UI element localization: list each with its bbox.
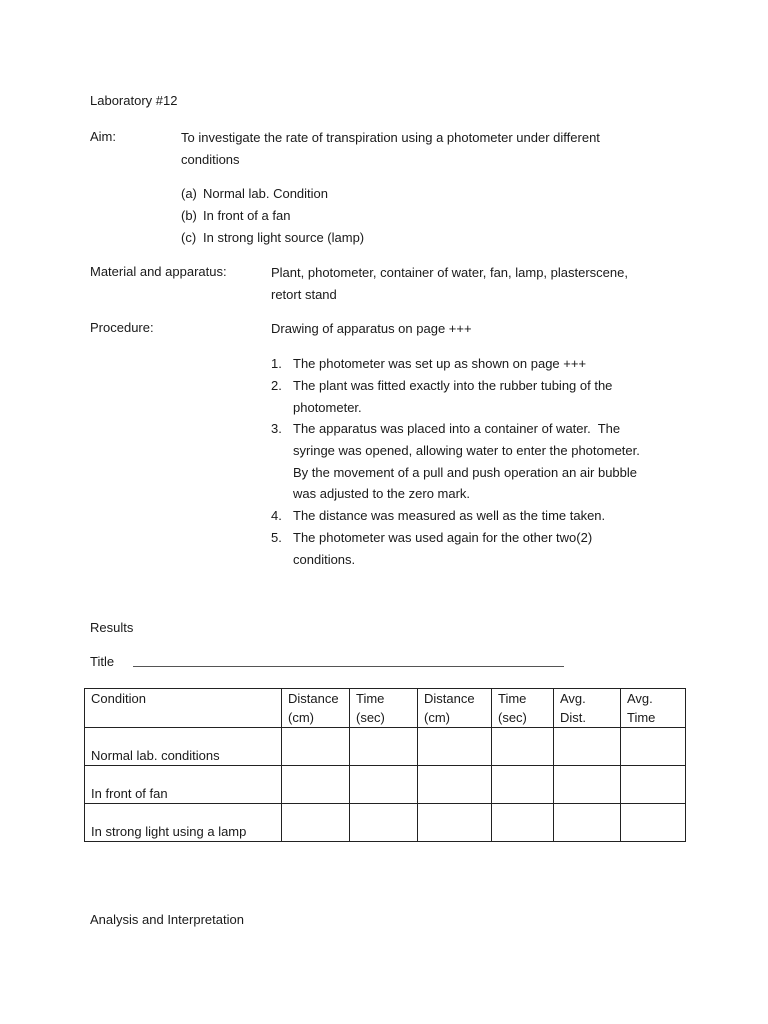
- condition-cell: Normal lab. conditions: [85, 728, 282, 766]
- step-number: 3.: [271, 421, 282, 436]
- header-text: Distance: [288, 691, 339, 706]
- table-header-row: [85, 689, 686, 728]
- step-text: was adjusted to the zero mark.: [293, 486, 471, 501]
- procedure-step-3: [271, 418, 620, 440]
- data-cell[interactable]: [418, 804, 492, 842]
- step-number: 1.: [271, 356, 282, 371]
- analysis-heading: Analysis and Interpretation: [90, 912, 244, 927]
- data-cell[interactable]: [554, 766, 621, 804]
- aim-option-marker: (b): [181, 208, 197, 223]
- aim-text-line-1: To investigate the rate of transpiration using a photometer under different: [181, 130, 600, 145]
- step-text: photometer.: [293, 400, 362, 415]
- data-cell[interactable]: [282, 766, 350, 804]
- data-cell[interactable]: [418, 728, 492, 766]
- title-blank-line: [133, 666, 564, 667]
- data-cell[interactable]: [621, 766, 686, 804]
- data-cell[interactable]: [350, 804, 418, 842]
- aim-option-text: Normal lab. Condition: [203, 186, 329, 201]
- header-cell: [282, 689, 350, 728]
- procedure-label: Procedure:: [90, 320, 154, 335]
- header-text: Distance: [424, 691, 475, 706]
- step-text: The photometer was set up as shown on page +++: [293, 356, 587, 371]
- data-cell[interactable]: [492, 728, 554, 766]
- data-cell[interactable]: [350, 728, 418, 766]
- header-text: Avg.: [627, 691, 653, 706]
- procedure-intro: Drawing of apparatus on page +++: [271, 321, 472, 336]
- materials-line-1: Plant, photometer, container of water, fan, lamp, plasterscene,: [271, 265, 628, 280]
- header-text: Time: [498, 691, 527, 706]
- data-cell[interactable]: [418, 766, 492, 804]
- step-number: 2.: [271, 378, 282, 393]
- header-text: (cm): [288, 710, 314, 725]
- materials-label: Material and apparatus:: [90, 264, 227, 279]
- step-number: 4.: [271, 508, 282, 523]
- header-text: Condition: [91, 691, 146, 706]
- aim-option-b: [181, 205, 290, 227]
- data-cell[interactable]: [492, 804, 554, 842]
- procedure-step-2-cont: [271, 397, 362, 419]
- data-cell[interactable]: [282, 804, 350, 842]
- table-row: [85, 728, 686, 766]
- data-cell[interactable]: [282, 728, 350, 766]
- procedure-step-3-cont-3: [271, 483, 470, 505]
- aim-option-text: In strong light source (lamp): [203, 230, 365, 245]
- results-heading: Results: [90, 620, 134, 635]
- data-cell[interactable]: [621, 804, 686, 842]
- header-cell: [554, 689, 621, 728]
- step-number: 5.: [271, 530, 282, 545]
- header-text: Avg.: [560, 691, 586, 706]
- procedure-step-3-cont-2: [271, 462, 637, 484]
- results-table: [84, 688, 686, 842]
- table-row: [85, 804, 686, 842]
- header-text: (sec): [356, 710, 385, 725]
- data-cell[interactable]: [621, 728, 686, 766]
- step-text: conditions.: [293, 552, 356, 567]
- procedure-step-4: [271, 505, 605, 527]
- data-cell[interactable]: [492, 766, 554, 804]
- aim-option-text: In front of a fan: [203, 208, 291, 223]
- header-cell: [621, 689, 686, 728]
- header-text: Dist.: [560, 710, 586, 725]
- aim-option-c: [181, 227, 364, 249]
- condition-cell: In front of fan: [85, 766, 282, 804]
- header-cell: [85, 689, 282, 728]
- step-text: The photometer was used again for the other two(2): [293, 530, 593, 545]
- header-text: (sec): [498, 710, 527, 725]
- header-text: Time: [627, 710, 656, 725]
- step-text: The distance was measured as well as the time taken.: [293, 508, 606, 523]
- aim-option-a: [181, 183, 328, 205]
- procedure-step-3-cont-1: [271, 440, 640, 462]
- procedure-step-5-cont: [271, 549, 355, 571]
- step-text: syringe was opened, allowing water to enter the photometer.: [293, 443, 640, 458]
- table-row: [85, 766, 686, 804]
- condition-cell: In strong light using a lamp: [85, 804, 282, 842]
- page-title: Laboratory #12: [90, 93, 178, 108]
- step-text: The plant was fitted exactly into the rubber tubing of the: [293, 378, 613, 393]
- header-cell: [350, 689, 418, 728]
- aim-option-marker: (c): [181, 230, 197, 245]
- procedure-step-1: [271, 353, 586, 375]
- header-text: (cm): [424, 710, 450, 725]
- procedure-step-5: [271, 527, 592, 549]
- step-text: The apparatus was placed into a container of water. The: [293, 421, 621, 436]
- procedure-step-2: [271, 375, 612, 397]
- header-text: Time: [356, 691, 385, 706]
- header-cell: [418, 689, 492, 728]
- data-cell[interactable]: [350, 766, 418, 804]
- results-title-label: Title: [90, 654, 115, 669]
- aim-label: Aim:: [90, 129, 116, 144]
- aim-text-line-2: conditions: [181, 152, 240, 167]
- step-text: By the movement of a pull and push operation an air bubble: [293, 465, 638, 480]
- materials-line-2: retort stand: [271, 287, 337, 302]
- data-cell[interactable]: [554, 804, 621, 842]
- aim-option-marker: (a): [181, 186, 197, 201]
- data-cell[interactable]: [554, 728, 621, 766]
- header-cell: [492, 689, 554, 728]
